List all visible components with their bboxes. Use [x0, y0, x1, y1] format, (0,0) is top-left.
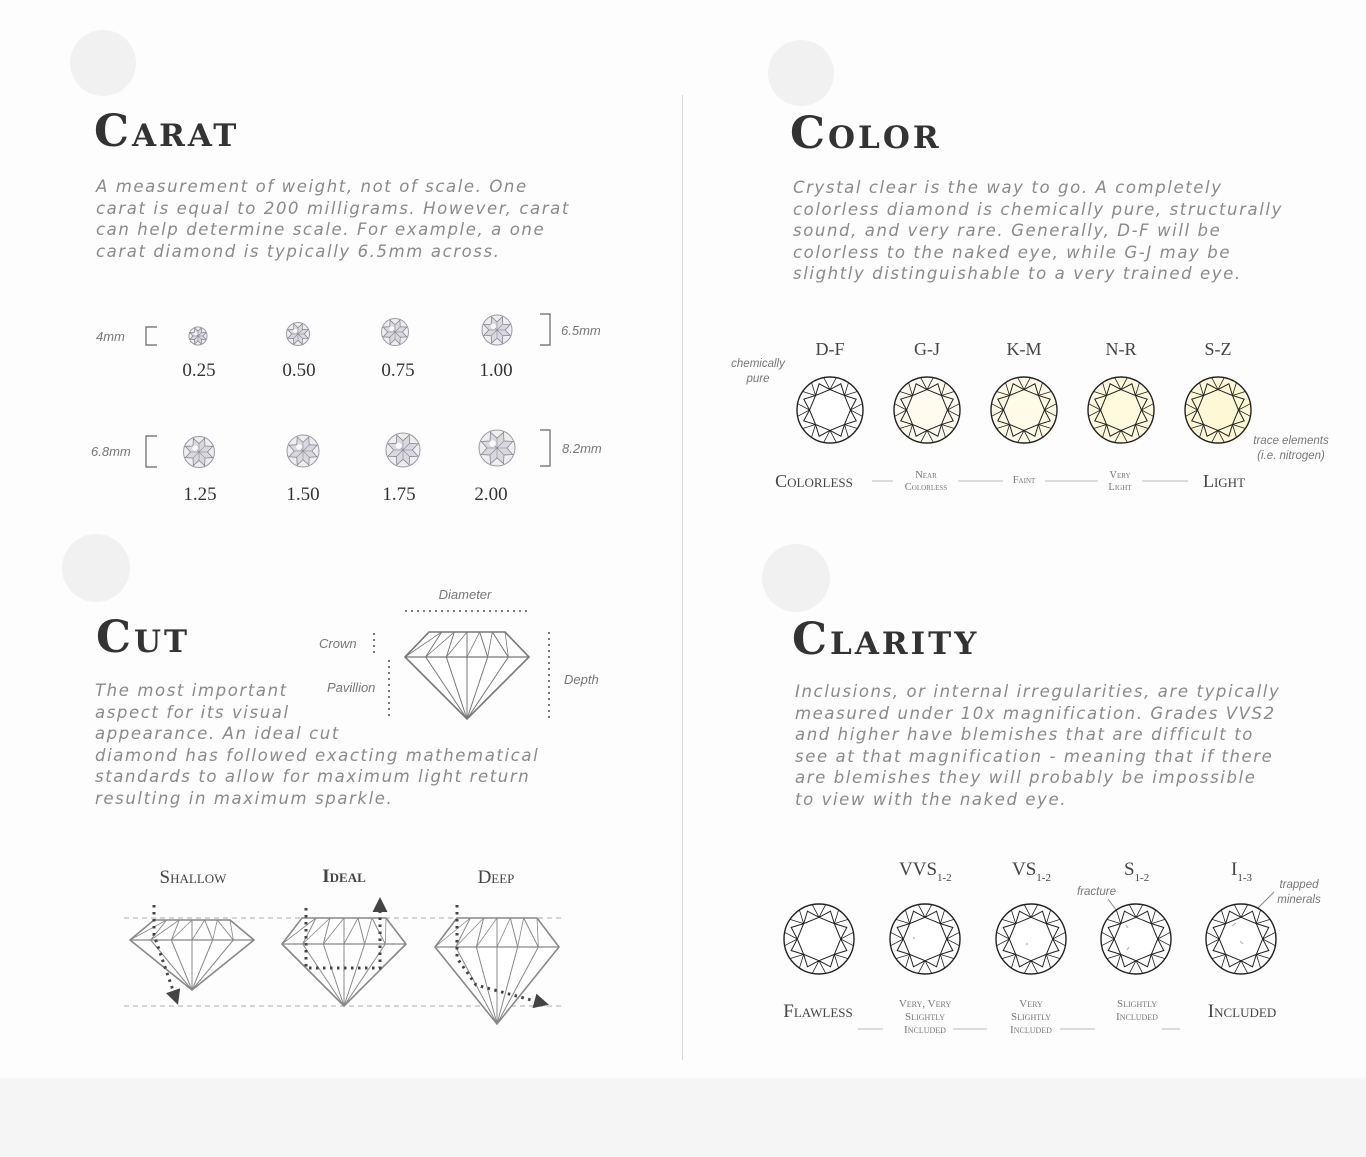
cut-types-diagram: [124, 866, 562, 1024]
cut-type-label: Shallow: [159, 867, 227, 888]
clarity-note-trapped: minerals: [1277, 894, 1321, 906]
cut-type-stones: [130, 918, 559, 1024]
color-diamond-icon: [1185, 377, 1251, 443]
carat-diamond-icon: [386, 433, 420, 467]
clarity-grade-base: VS: [1012, 859, 1037, 880]
carat-row1-left-size: 4mm: [96, 329, 125, 344]
clarity-text-line: and higher have blemishes that are difficult to: [795, 725, 1254, 745]
carat-diamond-icon: [184, 437, 215, 468]
carat-stones: [184, 315, 516, 468]
carat-row1-right-size: 6.5mm: [561, 323, 601, 338]
clarity-scale-mid: Included: [1116, 1011, 1158, 1023]
color-text-line: Crystal clear is the way to go. A completely: [793, 178, 1223, 197]
cut-text-line: resulting in maximum sparkle.: [95, 788, 394, 808]
size-bracket: [540, 430, 550, 466]
color-scale-mid: Colorless: [904, 482, 948, 493]
carat-text-line: can help determine scale. For example, a one: [96, 220, 546, 240]
color-text-line: colorless diamond is chemically pure, structurally: [793, 199, 1283, 219]
cut-text-line: appearance. An ideal cut: [95, 724, 340, 744]
color-scale-mid: Very: [1109, 470, 1131, 481]
color-grade-label: D-F: [815, 339, 845, 359]
carat-text-line: carat diamond is typically 6.5mm across.: [96, 241, 501, 261]
clarity-heading: Clarity: [792, 614, 980, 665]
cut-label-depth: Depth: [564, 672, 599, 687]
clarity-text-line: Inclusions, or internal irregularities, are typically: [795, 682, 1281, 701]
color-scale-mid: Faint: [1012, 475, 1036, 486]
size-bracket: [146, 436, 157, 467]
clarity-scale-end-left: Flawless: [783, 1001, 853, 1022]
carat-weight-label: 0.25: [182, 360, 216, 381]
color-scale-mid: Light: [1108, 482, 1132, 493]
carat-size-chart: [91, 314, 602, 505]
clarity-scale-mid: Slightly: [905, 1011, 945, 1023]
color-text-line: slightly distinguishable to a very trained eye.: [793, 264, 1242, 284]
clarity-text-line: are blemishes they will probably be impossible: [795, 768, 1257, 788]
color-note-chemically-pure: pure: [746, 373, 770, 385]
color-diamond-icon: [797, 377, 863, 443]
clarity-grade-sub: 1-2: [1134, 872, 1150, 884]
clarity-stones: [784, 904, 1276, 974]
inclusion-mark: [913, 937, 915, 939]
clarity-scale-mid: Slightly: [1011, 1011, 1051, 1023]
clarity-grade-label: [1012, 859, 1051, 884]
color-note-chemically-pure: chemically: [731, 358, 785, 370]
clarity-scale-mid: Very: [1019, 998, 1043, 1010]
carat-row2-right-size: 8.2mm: [562, 441, 602, 456]
color-note-trace-elements: trace elements: [1253, 435, 1329, 447]
color-heading: Color: [790, 108, 942, 159]
clarity-scale: [783, 859, 1321, 1036]
size-bracket: [146, 327, 157, 345]
shallow-cut-diamond-icon: [130, 920, 254, 990]
carat-weight-label: 1.25: [183, 484, 217, 505]
clarity-grade-label: [899, 859, 952, 884]
clarity-scale-end-right: Included: [1207, 1001, 1277, 1022]
clarity-grade-sub: 1-3: [1237, 872, 1252, 884]
clarity-note-trapped: trapped: [1279, 879, 1319, 891]
carat-diamond-icon: [287, 435, 319, 467]
carat-diamond-icon: [482, 315, 512, 345]
deep-cut-diamond-icon: [435, 918, 559, 1024]
color-scale-end-right: Light: [1202, 471, 1246, 491]
color-diamond-icon: [1088, 377, 1154, 443]
clarity-diamond-icon: [1101, 904, 1171, 974]
cut-label-crown: Crown: [319, 636, 357, 651]
color-note-trace-elements: (i.e. nitrogen): [1257, 450, 1325, 462]
carat-weight-label: 1.00: [479, 360, 513, 381]
carat-diamond-icon: [479, 430, 515, 466]
clarity-scale-mid: Included: [1010, 1024, 1052, 1036]
carat-weight-label: 1.50: [286, 484, 320, 505]
cut-anatomy-diamond: [405, 632, 529, 719]
cut-text-line: standards to allow for maximum light return: [95, 767, 531, 787]
color-diamond-icon: [991, 377, 1057, 443]
color-grade-label: N-R: [1105, 339, 1137, 359]
carat-heading: Carat: [94, 106, 240, 157]
carat-weight-label: 2.00: [474, 484, 508, 505]
clarity-grade-label: [1124, 859, 1149, 884]
color-scale: [731, 339, 1329, 493]
color-stones: [797, 377, 1251, 443]
carat-weight-label: 1.75: [382, 484, 416, 505]
clarity-diamond-icon: [996, 904, 1066, 974]
clarity-diamond-icon: [890, 904, 960, 974]
clarity-grade-label: [1231, 859, 1252, 884]
inclusion-mark: [1026, 943, 1028, 945]
carat-text-line: carat is equal to 200 milligrams. However, carat: [96, 198, 570, 218]
clarity-note-fracture: fracture: [1077, 886, 1116, 898]
color-text-line: colorless to the naked eye, while G-J may be: [793, 242, 1232, 262]
clarity-inclusions: [913, 923, 1243, 950]
cut-text-line: diamond has followed exacting mathematical: [95, 745, 540, 765]
color-grade-label: G-J: [914, 339, 940, 359]
clarity-diamond-icon: [1206, 904, 1276, 974]
diamond-profile-icon: [405, 632, 529, 719]
carat-text-line: A measurement of weight, not of scale. One: [96, 177, 528, 196]
color-scale-mid: Near: [915, 470, 937, 481]
cut-anatomy-diagram: [319, 587, 599, 722]
carat-diamond-icon: [189, 327, 207, 345]
clarity-scale-mid: Included: [904, 1024, 946, 1036]
ideal-cut-diamond-icon: [282, 918, 406, 1006]
clarity-scale-mid: Slightly: [1117, 998, 1157, 1010]
cut-type-label: Deep: [477, 867, 515, 888]
cut-heading: Cut: [96, 612, 191, 663]
color-grade-label: S-Z: [1204, 339, 1232, 359]
carat-weight-label: 0.75: [381, 360, 415, 381]
cut-text-line: aspect for its visual: [95, 702, 290, 722]
carat-weight-label: 0.50: [282, 360, 316, 381]
clarity-scale-mid: Very, Very: [898, 998, 952, 1010]
clarity-grade-base: S: [1124, 859, 1135, 880]
clarity-grade-sub: 1-2: [937, 872, 952, 884]
cut-label-diameter: Diameter: [438, 587, 492, 602]
carat-row2-left-size: 6.8mm: [91, 444, 131, 459]
color-diamond-icon: [894, 377, 960, 443]
color-scale-end-left: Colorless: [775, 471, 853, 491]
color-grade-label: K-M: [1006, 339, 1042, 359]
clarity-grade-base: I: [1231, 859, 1238, 880]
size-bracket: [540, 314, 550, 345]
clarity-grade-base: VVS: [899, 859, 938, 880]
clarity-text-line: measured under 10x magnification. Grades VVS2: [795, 703, 1276, 723]
clarity-text-line: to view with the naked eye.: [795, 789, 1068, 809]
clarity-text-line: see at that magnification - meaning that if there: [795, 746, 1274, 766]
clarity-grade-sub: 1-2: [1036, 872, 1051, 884]
cut-text-line: The most important: [95, 681, 288, 700]
color-text-line: sound, and very rare. Generally, D-F will be: [793, 221, 1222, 241]
carat-diamond-icon: [382, 319, 409, 346]
cut-label-pavilion: Pavillion: [327, 680, 376, 695]
carat-diamond-icon: [287, 323, 310, 346]
cut-type-label: Ideal: [322, 866, 366, 887]
clarity-diamond-icon: [784, 904, 854, 974]
